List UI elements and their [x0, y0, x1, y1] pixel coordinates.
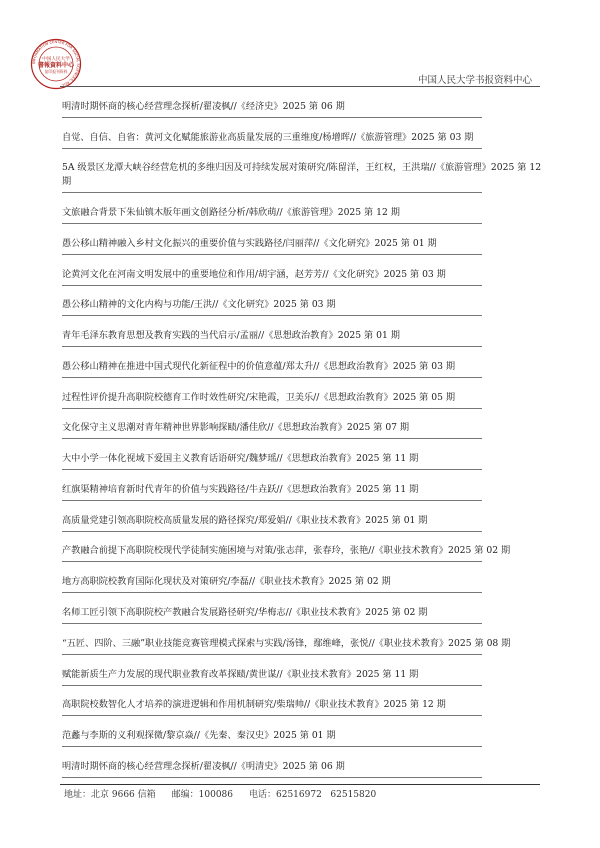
item-title: 高质量党建引领高职院校高质量发展的路径探究/郑爱娟//《职业技术教育》2025 第 01 期: [62, 514, 428, 526]
item-title: 5A 级景区龙潭大峡谷经营危机的多维归因及可持续发展对策研究/陈留洋，王红权，王洪瑞//《旅游管理》2025 第 12 期: [62, 162, 542, 188]
logo-inner-line2: 書報資料中心: [37, 62, 75, 69]
list-item: [62, 624, 542, 655]
seal-logo-icon: [30, 38, 82, 90]
item-title: 愚公移山精神在推进中国式现代化新征程中的价值意蕴/郑太升//《思想政治教育》2025 第 03 期: [62, 360, 456, 372]
footer-contact: [60, 787, 540, 800]
list-item: [62, 532, 542, 563]
list-item: [62, 470, 542, 501]
list-item: [62, 378, 542, 409]
list-item: [62, 316, 542, 347]
list-item: [62, 501, 542, 532]
list-item: [62, 118, 542, 149]
header-org-name: 中国人民大学书报资料中心: [417, 75, 532, 86]
catalog-list: [62, 87, 542, 778]
logo-inner-line1: 中国人民大学: [42, 57, 70, 62]
page-footer: [60, 784, 540, 800]
item-title: 明清时期怀商的核心经营理念探析/翟凌枫//《经济史》2025 第 06 期: [62, 100, 345, 112]
list-item: [62, 716, 542, 747]
list-item: [62, 87, 542, 118]
item-title: 地方高职院校教育国际化现状及对策研究/李磊//《职业技术教育》2025 第 02 期: [62, 576, 391, 588]
footer-phone: 电话：62516972 62515820: [249, 790, 377, 800]
item-title: 大中小学一体化视域下爱国主义教育话语研究/魏梦瑶//《思想政治教育》2025 第 11 期: [62, 453, 419, 465]
item-title: 自觉、自信、自省：黄河文化赋能旅游业高质量发展的三重维度/杨增晖//《旅游管理》2025 第 03 期: [62, 131, 474, 143]
list-item: [62, 562, 542, 593]
item-title: 范蠡与李斯的义利观探微/黎京焱//《先秦、秦汉史》2025 第 01 期: [62, 730, 336, 742]
footer-divider: [60, 784, 540, 785]
list-item: [62, 255, 542, 286]
list-item: [62, 409, 542, 440]
list-item: [62, 439, 542, 470]
page-header: [0, 0, 600, 90]
list-item: [62, 286, 542, 317]
item-title: 产教融合前提下高职院校现代学徒制实施困境与对策/张志萍，张春玲，张艳//《职业技术教育》2025 第 02 期: [62, 545, 511, 557]
footer-address: 地址：北京 9666 信箱: [64, 790, 156, 800]
list-item: [62, 149, 542, 194]
list-item: [62, 347, 542, 378]
item-title: 赋能新质生产力发展的现代职业教育改革探赜/黄世谋//《职业技术教育》2025 第 11 期: [62, 668, 419, 680]
footer-postcode: 邮编：100086: [171, 790, 233, 800]
item-title: 论黄河文化在河南文明发展中的重要地位和作用/胡宇涵，赵芳芳//《文化研究》2025 第 03 期: [62, 268, 446, 280]
item-title: 青年毛泽东教育思想及教育实践的当代启示/孟丽//《思想政治教育》2025 第 01 期: [62, 330, 400, 342]
item-title: 高职院校数智化人才培养的演进逻辑和作用机制研究/柴瑞帅//《职业技术教育》2025 第 12 期: [62, 699, 446, 711]
item-title: 红旗渠精神培育新时代青年的价值与实践路径/牛垚跃//《思想政治教育》2025 第 11 期: [62, 483, 419, 495]
list-item: [62, 224, 542, 255]
list-item: [62, 655, 542, 686]
list-item: [62, 193, 542, 224]
item-title: “五匠、四阶、三融”职业技能竞赛管理模式探索与实践/汤锋，鄢维峰，张悦//《职业技术教育》2025 第 08 期: [62, 637, 511, 649]
list-item: [62, 593, 542, 624]
item-title: 过程性评价提升高职院校德育工作时效性研究/宋艳霞，卫美乐//《思想政治教育》2025 第 05 期: [62, 391, 456, 403]
list-item: [62, 686, 542, 717]
logo-ring-text: INFORMATION CENTER FOR SOCIAL SCIENCES, RUC: [31, 39, 81, 88]
logo-inner-line3: 复印报刊资料: [44, 69, 68, 74]
item-title: 愚公移山精神融入乡村文化振兴的重要价值与实践路径/闫丽萍//《文化研究》2025 第 01 期: [62, 237, 437, 249]
list-item: [62, 747, 542, 778]
item-title: 明清时期怀商的核心经营理念探析/翟凌枫//《明清史》2025 第 06 期: [62, 760, 345, 772]
item-title: 愚公移山精神的文化内构与功能/王洪//《文化研究》2025 第 03 期: [62, 299, 336, 311]
item-title: 文旅融合背景下朱仙镇木版年画文创路径分析/韩欣萌//《旅游管理》2025 第 12 期: [62, 207, 400, 219]
item-title: 文化保守主义思潮对青年精神世界影响探赜/潘佳欣//《思想政治教育》2025 第 07 期: [62, 422, 410, 434]
item-separator: [62, 777, 482, 778]
item-title: 名师工匠引领下高职院校产教融合发展路径研究/华梅志//《职业技术教育》2025 第 02 期: [62, 607, 428, 619]
